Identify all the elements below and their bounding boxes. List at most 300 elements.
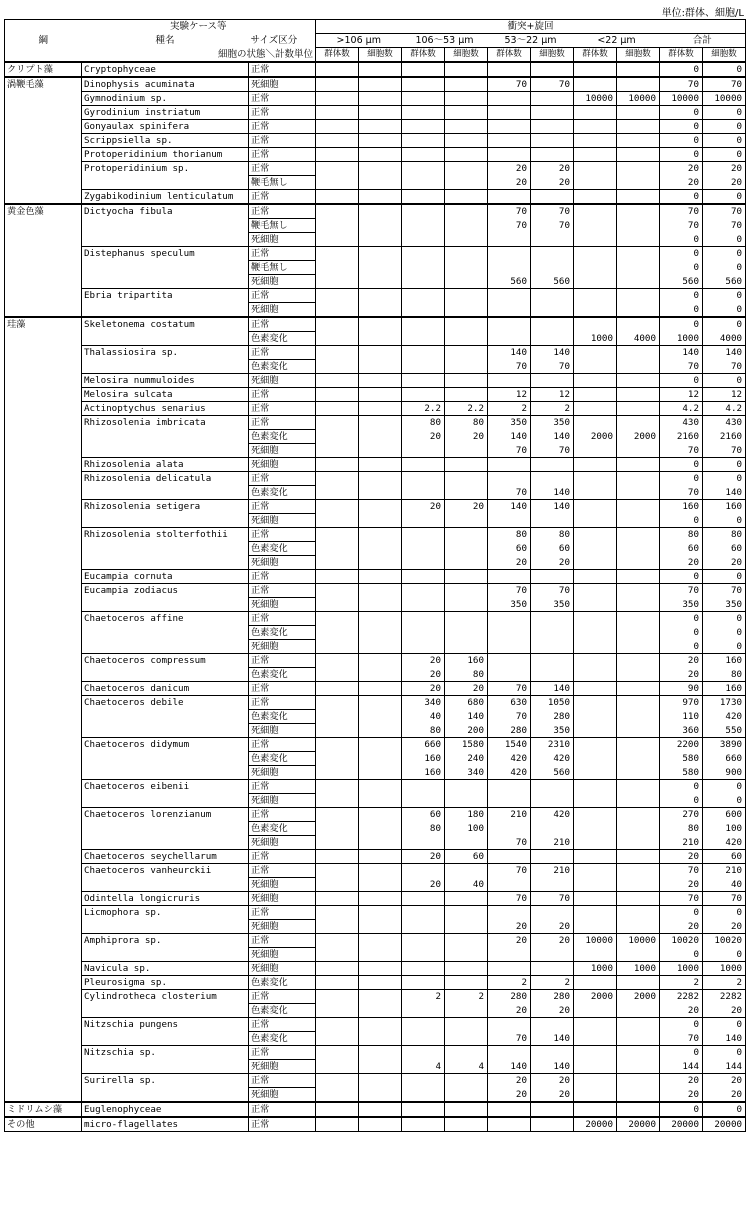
value-cell: 600 — [703, 808, 746, 822]
value-cell: 350 — [488, 416, 531, 430]
species-cell: Chaetoceros lorenzianum — [82, 808, 249, 822]
value-cell — [359, 640, 402, 654]
value-cell — [574, 233, 617, 247]
value-cell — [531, 62, 574, 77]
value-cell: 20 — [660, 850, 703, 864]
value-cell — [574, 148, 617, 162]
value-cell: 144 — [703, 1060, 746, 1074]
value-cell: 0 — [703, 289, 746, 303]
value-cell — [445, 1088, 488, 1103]
class-cell — [5, 106, 82, 120]
species-cell: Odintella longicruris — [82, 892, 249, 906]
value-cell: 4000 — [617, 332, 660, 346]
value-cell — [359, 444, 402, 458]
class-cell — [5, 444, 82, 458]
value-cell — [531, 1102, 574, 1117]
value-cell: 20 — [660, 1088, 703, 1103]
value-cell: 70 — [531, 360, 574, 374]
species-cell: Protoperidinium thorianum — [82, 148, 249, 162]
value-cell — [617, 360, 660, 374]
class-cell — [5, 430, 82, 444]
value-cell — [488, 822, 531, 836]
state-cell: 色素変化 — [249, 332, 316, 346]
value-cell: 0 — [660, 120, 703, 134]
value-cell — [574, 402, 617, 416]
value-cell: 20 — [660, 654, 703, 668]
header-case: 衝突+旋回 — [316, 20, 746, 34]
value-cell — [316, 808, 359, 822]
value-cell — [574, 598, 617, 612]
species-cell: Gymnodinium sp. — [82, 92, 249, 106]
value-cell: 0 — [660, 317, 703, 332]
value-cell — [316, 738, 359, 752]
value-cell — [617, 1032, 660, 1046]
value-cell — [316, 261, 359, 275]
value-cell — [359, 962, 402, 976]
value-cell — [445, 388, 488, 402]
value-cell — [359, 542, 402, 556]
value-cell — [445, 1018, 488, 1032]
value-cell — [402, 892, 445, 906]
value-cell — [531, 120, 574, 134]
value-cell — [402, 444, 445, 458]
value-cell — [488, 570, 531, 584]
species-cell: Zygabikodinium lenticulatum — [82, 190, 249, 205]
table-row — [5, 458, 746, 472]
state-cell: 死細胞 — [249, 303, 316, 318]
value-cell — [316, 275, 359, 289]
state-cell: 死細胞 — [249, 878, 316, 892]
value-cell: 70 — [488, 892, 531, 906]
value-cell: 70 — [660, 444, 703, 458]
state-cell: 正常 — [249, 148, 316, 162]
class-cell: ミドリムシ藻 — [5, 1102, 82, 1117]
value-cell: 350 — [660, 598, 703, 612]
value-cell — [402, 77, 445, 92]
value-cell: 20 — [488, 556, 531, 570]
table-row — [5, 724, 746, 738]
value-cell — [402, 906, 445, 920]
value-cell: 140 — [531, 486, 574, 500]
value-cell — [574, 948, 617, 962]
species-cell — [82, 668, 249, 682]
class-cell — [5, 500, 82, 514]
value-cell — [402, 976, 445, 990]
value-cell — [574, 106, 617, 120]
table-row — [5, 556, 746, 570]
state-cell: 死細胞 — [249, 233, 316, 247]
value-cell — [359, 1102, 402, 1117]
value-cell: 420 — [531, 808, 574, 822]
value-cell: 20 — [488, 934, 531, 948]
table-row — [5, 682, 746, 696]
class-cell — [5, 780, 82, 794]
value-cell: 0 — [660, 780, 703, 794]
value-cell: 70 — [488, 836, 531, 850]
value-cell — [316, 77, 359, 92]
value-cell: 1540 — [488, 738, 531, 752]
species-cell — [82, 275, 249, 289]
value-cell: 70 — [660, 864, 703, 878]
state-cell: 正常 — [249, 500, 316, 514]
value-cell — [316, 374, 359, 388]
class-cell — [5, 416, 82, 430]
value-cell — [445, 892, 488, 906]
value-cell: 0 — [660, 514, 703, 528]
value-cell — [316, 486, 359, 500]
species-cell: Melosira sulcata — [82, 388, 249, 402]
state-cell: 正常 — [249, 317, 316, 332]
value-cell — [617, 654, 660, 668]
value-cell — [402, 106, 445, 120]
value-cell — [574, 1004, 617, 1018]
species-cell: Melosira nummuloides — [82, 374, 249, 388]
value-cell: 20 — [703, 176, 746, 190]
value-cell: 60 — [531, 542, 574, 556]
value-cell — [445, 472, 488, 486]
value-cell — [574, 710, 617, 724]
value-cell — [574, 289, 617, 303]
class-cell — [5, 514, 82, 528]
value-cell — [488, 794, 531, 808]
value-cell — [359, 990, 402, 1004]
value-cell — [617, 612, 660, 626]
value-cell — [359, 976, 402, 990]
value-cell — [316, 976, 359, 990]
value-cell — [359, 1018, 402, 1032]
species-cell — [82, 486, 249, 500]
species-cell: Chaetoceros seychellarum — [82, 850, 249, 864]
value-cell — [574, 556, 617, 570]
value-cell — [617, 275, 660, 289]
state-cell: 死細胞 — [249, 948, 316, 962]
value-cell — [316, 934, 359, 948]
class-cell: その他 — [5, 1117, 82, 1132]
value-cell — [574, 261, 617, 275]
table-row — [5, 1088, 746, 1103]
value-cell: 0 — [703, 134, 746, 148]
table-row — [5, 822, 746, 836]
value-cell — [574, 1088, 617, 1103]
table-row — [5, 92, 746, 106]
value-cell: 140 — [531, 1060, 574, 1074]
header-state-count: 細胞の状態＼計数単位 — [82, 48, 316, 63]
value-cell — [617, 1088, 660, 1103]
value-cell — [574, 388, 617, 402]
value-cell — [617, 162, 660, 176]
value-cell: 560 — [703, 275, 746, 289]
value-cell — [445, 556, 488, 570]
value-cell: 20 — [445, 430, 488, 444]
value-cell: 80 — [402, 724, 445, 738]
value-cell — [316, 696, 359, 710]
table-row — [5, 766, 746, 780]
value-cell — [359, 934, 402, 948]
state-cell: 色素変化 — [249, 486, 316, 500]
value-cell: 20000 — [617, 1117, 660, 1132]
class-cell: 渦鞭毛藻 — [5, 77, 82, 92]
value-cell — [445, 1032, 488, 1046]
value-cell: 160 — [703, 500, 746, 514]
value-cell: 60 — [402, 808, 445, 822]
class-cell — [5, 346, 82, 360]
value-cell: 210 — [703, 864, 746, 878]
value-cell — [617, 247, 660, 261]
value-cell: 70 — [660, 584, 703, 598]
value-cell: 0 — [703, 1102, 746, 1117]
class-cell — [5, 458, 82, 472]
class-cell — [5, 976, 82, 990]
table-row — [5, 668, 746, 682]
value-cell — [316, 317, 359, 332]
value-cell — [316, 303, 359, 318]
value-cell: 560 — [660, 275, 703, 289]
table-row — [5, 612, 746, 626]
value-cell — [316, 219, 359, 233]
species-cell — [82, 878, 249, 892]
value-cell — [488, 640, 531, 654]
value-cell: 20 — [402, 654, 445, 668]
header-cell-count: 細胞数 — [359, 48, 402, 63]
value-cell — [402, 1088, 445, 1103]
value-cell — [402, 962, 445, 976]
value-cell — [316, 289, 359, 303]
state-cell: 死細胞 — [249, 794, 316, 808]
value-cell — [531, 654, 574, 668]
value-cell: 20 — [703, 920, 746, 934]
value-cell: 20 — [703, 1074, 746, 1088]
value-cell — [359, 190, 402, 205]
value-cell — [617, 738, 660, 752]
value-cell: 0 — [660, 134, 703, 148]
value-cell — [531, 1018, 574, 1032]
value-cell — [574, 77, 617, 92]
value-cell — [316, 458, 359, 472]
species-cell — [82, 920, 249, 934]
table-row — [5, 486, 746, 500]
value-cell — [316, 766, 359, 780]
value-cell — [488, 612, 531, 626]
state-cell: 正常 — [249, 472, 316, 486]
state-cell: 死細胞 — [249, 724, 316, 738]
value-cell — [531, 626, 574, 640]
value-cell: 20 — [445, 500, 488, 514]
value-cell — [574, 682, 617, 696]
value-cell — [316, 710, 359, 724]
table-row — [5, 640, 746, 654]
value-cell — [359, 598, 402, 612]
value-cell — [445, 570, 488, 584]
state-cell: 鞭毛無し — [249, 219, 316, 233]
value-cell — [617, 710, 660, 724]
table-row — [5, 1117, 746, 1132]
state-cell: 正常 — [249, 289, 316, 303]
class-cell — [5, 162, 82, 176]
state-cell: 死細胞 — [249, 458, 316, 472]
value-cell — [359, 1004, 402, 1018]
value-cell: 60 — [703, 850, 746, 864]
value-cell: 20 — [660, 920, 703, 934]
species-cell: Chaetoceros affine — [82, 612, 249, 626]
value-cell: 0 — [703, 233, 746, 247]
value-cell: 210 — [531, 836, 574, 850]
class-cell — [5, 486, 82, 500]
header-size-2: 106～53 μm — [402, 34, 488, 48]
state-cell: 死細胞 — [249, 640, 316, 654]
value-cell — [402, 374, 445, 388]
value-cell — [574, 584, 617, 598]
value-cell — [445, 934, 488, 948]
value-cell: 160 — [445, 654, 488, 668]
value-cell — [359, 275, 402, 289]
state-cell: 正常 — [249, 696, 316, 710]
species-cell: Actinoptychus senarius — [82, 402, 249, 416]
value-cell: 0 — [703, 1046, 746, 1060]
value-cell: 2000 — [574, 430, 617, 444]
value-cell — [617, 1046, 660, 1060]
value-cell: 2 — [402, 990, 445, 1004]
table-row — [5, 990, 746, 1004]
value-cell — [617, 850, 660, 864]
value-cell: 0 — [703, 62, 746, 77]
value-cell — [359, 1088, 402, 1103]
value-cell — [445, 360, 488, 374]
value-cell — [574, 1046, 617, 1060]
value-cell: 70 — [488, 710, 531, 724]
species-cell — [82, 542, 249, 556]
value-cell — [488, 134, 531, 148]
species-cell — [82, 219, 249, 233]
value-cell — [445, 275, 488, 289]
state-cell: 正常 — [249, 346, 316, 360]
state-cell: 正常 — [249, 1046, 316, 1060]
value-cell — [617, 486, 660, 500]
value-cell — [316, 668, 359, 682]
class-cell — [5, 148, 82, 162]
value-cell — [445, 1046, 488, 1060]
value-cell — [316, 332, 359, 346]
value-cell — [617, 878, 660, 892]
value-cell: 20 — [488, 920, 531, 934]
value-cell — [402, 62, 445, 77]
class-cell — [5, 1004, 82, 1018]
table-row — [5, 190, 746, 205]
value-cell — [574, 219, 617, 233]
table-row — [5, 808, 746, 822]
value-cell: 0 — [660, 233, 703, 247]
state-cell: 正常 — [249, 204, 316, 219]
value-cell — [574, 1032, 617, 1046]
value-cell: 0 — [703, 514, 746, 528]
header-size-4: <22 μm — [574, 34, 660, 48]
value-cell — [617, 836, 660, 850]
value-cell: 20000 — [660, 1117, 703, 1132]
value-cell — [531, 134, 574, 148]
value-cell — [316, 1060, 359, 1074]
value-cell — [359, 162, 402, 176]
value-cell: 20 — [660, 1004, 703, 1018]
value-cell: 70 — [488, 682, 531, 696]
value-cell: 1000 — [660, 962, 703, 976]
state-cell: 死細胞 — [249, 836, 316, 850]
class-cell — [5, 261, 82, 275]
class-cell — [5, 402, 82, 416]
table-row — [5, 528, 746, 542]
value-cell — [617, 176, 660, 190]
value-cell — [445, 1004, 488, 1018]
value-cell: 420 — [703, 836, 746, 850]
value-cell — [617, 1060, 660, 1074]
value-cell — [445, 598, 488, 612]
value-cell: 0 — [660, 458, 703, 472]
value-cell — [402, 261, 445, 275]
value-cell: 2.2 — [445, 402, 488, 416]
species-cell: Licmophora sp. — [82, 906, 249, 920]
value-cell — [402, 1117, 445, 1132]
value-cell: 70 — [488, 486, 531, 500]
value-cell — [488, 261, 531, 275]
value-cell: 660 — [402, 738, 445, 752]
value-cell: 0 — [660, 948, 703, 962]
species-cell: Nitzschia pungens — [82, 1018, 249, 1032]
value-cell — [574, 486, 617, 500]
class-cell — [5, 472, 82, 486]
value-cell — [574, 612, 617, 626]
species-cell: Gonyaulax spinifera — [82, 120, 249, 134]
value-cell: 680 — [445, 696, 488, 710]
class-cell — [5, 1046, 82, 1060]
class-cell — [5, 528, 82, 542]
value-cell: 70 — [531, 444, 574, 458]
value-cell — [531, 822, 574, 836]
value-cell — [316, 500, 359, 514]
value-cell — [402, 948, 445, 962]
header-cell-count: 細胞数 — [703, 48, 746, 63]
value-cell — [359, 836, 402, 850]
value-cell — [445, 486, 488, 500]
value-cell — [574, 472, 617, 486]
value-cell: 20 — [531, 1004, 574, 1018]
table-row — [5, 934, 746, 948]
value-cell — [488, 948, 531, 962]
value-cell — [574, 458, 617, 472]
class-cell — [5, 1060, 82, 1074]
value-cell — [359, 388, 402, 402]
value-cell — [445, 584, 488, 598]
header-cell-count: 細胞数 — [617, 48, 660, 63]
value-cell — [617, 148, 660, 162]
value-cell — [574, 822, 617, 836]
value-cell: 340 — [445, 766, 488, 780]
value-cell: 20 — [402, 430, 445, 444]
table-row — [5, 374, 746, 388]
value-cell: 60 — [703, 542, 746, 556]
species-cell: Pleurosigma sp. — [82, 976, 249, 990]
value-cell — [574, 528, 617, 542]
value-cell — [617, 317, 660, 332]
value-cell: 970 — [660, 696, 703, 710]
value-cell — [316, 892, 359, 906]
value-cell — [359, 458, 402, 472]
state-cell: 色素変化 — [249, 822, 316, 836]
value-cell — [488, 458, 531, 472]
value-cell — [402, 332, 445, 346]
table-row — [5, 332, 746, 346]
value-cell — [488, 247, 531, 261]
value-cell — [402, 486, 445, 500]
value-cell — [316, 162, 359, 176]
value-cell — [574, 570, 617, 584]
